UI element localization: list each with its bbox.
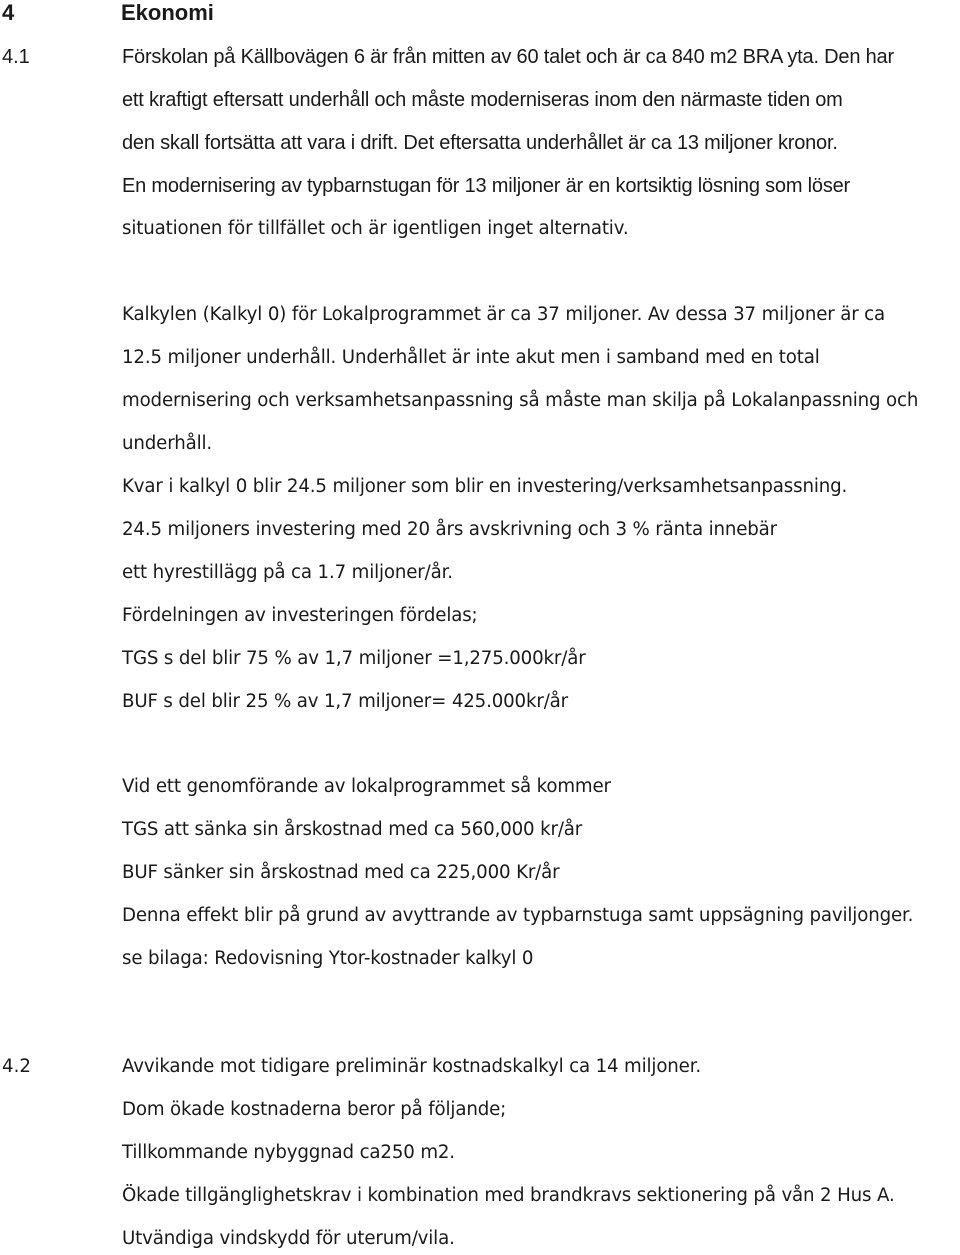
- paragraph-line: Ökade tillgänglighetskrav i kombination med brandkravs sektionering på vån 2 Hus A.: [122, 1185, 895, 1206]
- paragraph-line: ett kraftigt eftersatt underhåll och måste moderniseras inom den närmaste tiden om: [122, 89, 843, 111]
- paragraph-line: Dom ökade kostnaderna beror på följande;: [122, 1099, 507, 1120]
- chapter-number: 4: [2, 0, 15, 25]
- section-number: 4.2: [2, 1056, 31, 1077]
- paragraph-line: se bilaga: Redovisning Ytor-kostnader kalkyl 0: [122, 948, 534, 969]
- paragraph-line: TGS s del blir 75 % av 1,7 miljoner =1,275.000kr/år: [122, 648, 586, 669]
- paragraph-line: den skall fortsätta att vara i drift. Det eftersatta underhållet är ca 13 miljoner kronor.: [122, 132, 838, 154]
- chapter-heading: [2, 0, 214, 26]
- paragraph-line: Tillkommande nybyggnad ca250 m2.: [122, 1142, 455, 1163]
- section-number: 4.1: [2, 46, 30, 68]
- paragraph-line: Avvikande mot tidigare preliminär kostnadskalkyl ca 14 miljoner.: [122, 1056, 702, 1077]
- paragraph-line: Denna effekt blir på grund av avyttrande av typbarnstuga samt uppsägning paviljonger.: [122, 905, 914, 926]
- paragraph-line: 12.5 miljoner underhåll. Underhållet är inte akut men i samband med en total: [122, 347, 820, 368]
- paragraph-line: BUF sänker sin årskostnad med ca 225,000 Kr/år: [122, 862, 560, 883]
- paragraph-line: BUF s del blir 25 % av 1,7 miljoner= 425.000kr/år: [122, 691, 568, 712]
- paragraph-line: modernisering och verksamhetsanpassning så måste man skilja på Lokalanpassning och: [122, 390, 919, 411]
- paragraph-line: Kalkylen (Kalkyl 0) för Lokalprogrammet är ca 37 miljoner. Av dessa 37 miljoner är ca: [122, 304, 886, 325]
- chapter-title: Ekonomi: [121, 0, 214, 25]
- paragraph-line: Utvändiga vindskydd för uterum/vila.: [122, 1228, 455, 1249]
- paragraph-line: Vid ett genomförande av lokalprogrammet så kommer: [122, 776, 611, 797]
- paragraph-line: situationen för tillfället och är igentligen inget alternativ.: [122, 218, 629, 239]
- paragraph-line: ett hyrestillägg på ca 1.7 miljoner/år.: [122, 562, 453, 583]
- paragraph-line: Fördelningen av investeringen fördelas;: [122, 605, 478, 626]
- paragraph-line: TGS att sänka sin årskostnad med ca 560,000 kr/år: [122, 819, 583, 840]
- paragraph-line: underhåll.: [122, 433, 213, 454]
- paragraph-line: Förskolan på Källbovägen 6 är från mitten av 60 talet och är ca 840 m2 BRA yta. Den har: [122, 46, 894, 68]
- paragraph-line: En modernisering av typbarnstugan för 13 miljoner är en kortsiktig lösning som löser: [122, 175, 851, 197]
- paragraph-line: 24.5 miljoners investering med 20 års avskrivning och 3 % ränta innebär: [122, 519, 777, 540]
- paragraph-line: Kvar i kalkyl 0 blir 24.5 miljoner som blir en investering/verksamhetsanpassning.: [122, 476, 848, 497]
